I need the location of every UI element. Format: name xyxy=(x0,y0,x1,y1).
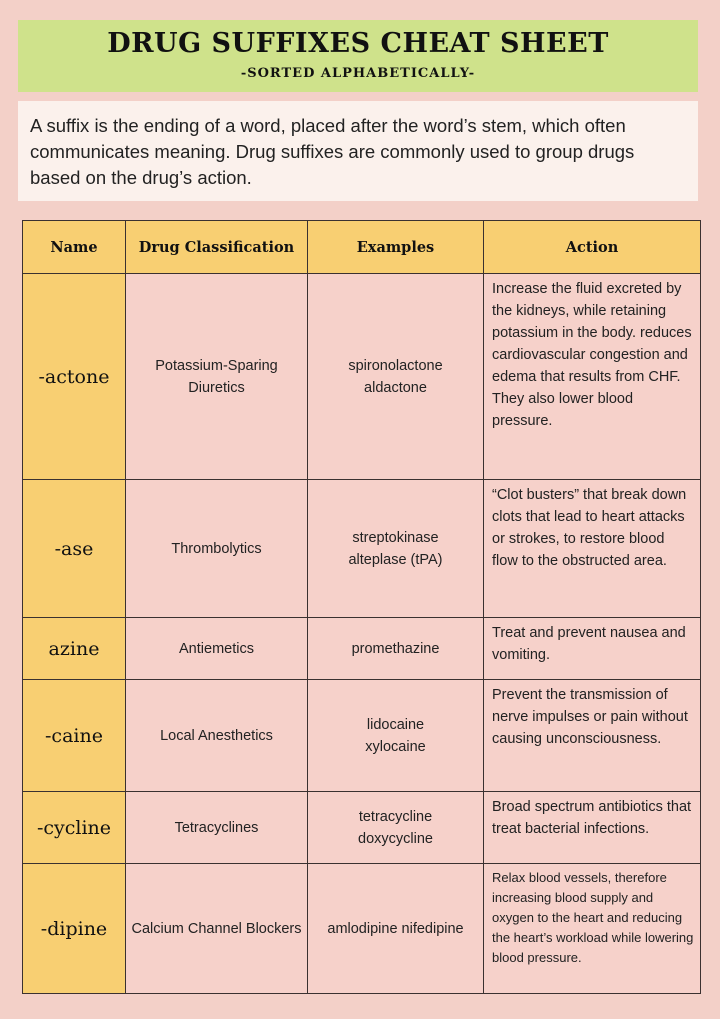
drug-classification: Thrombolytics xyxy=(126,480,308,618)
action-description: Treat and prevent nausea and vomiting. xyxy=(484,618,701,680)
example-item: alteplase (tPA) xyxy=(348,551,443,568)
action-description: “Clot busters” that break down clots that lead to heart attacks or strokes, to restore blood flow to the obstructed area. xyxy=(484,480,701,618)
examples-cell xyxy=(308,680,484,792)
suffix-name: -actone xyxy=(23,274,126,480)
drug-suffix-table xyxy=(22,220,701,994)
drug-classification: Local Anesthetics xyxy=(126,680,308,792)
page-subtitle: -SORTED ALPHABETICALLY- xyxy=(240,66,476,81)
example-item: promethazine xyxy=(351,640,440,657)
table-row xyxy=(23,680,701,792)
table-row xyxy=(23,864,701,994)
suffix-name: -dipine xyxy=(23,864,126,994)
suffix-name: azine xyxy=(23,618,126,680)
action-description: Broad spectrum antibiotics that treat bacterial infections. xyxy=(484,792,701,864)
table-row xyxy=(23,792,701,864)
examples-cell xyxy=(308,864,484,994)
table-row xyxy=(23,618,701,680)
suffix-name: -caine xyxy=(23,680,126,792)
example-item: lidocaine xyxy=(366,716,425,733)
drug-classification: Potassium-Sparing Diuretics xyxy=(126,274,308,480)
drug-classification: Tetracyclines xyxy=(126,792,308,864)
example-item: doxycycline xyxy=(358,830,433,847)
example-item: tetracycline xyxy=(358,808,433,825)
action-description: Relax blood vessels, therefore increasing blood supply and oxygen to the heart and reducing the heart’s workload while lowering blood pressure. xyxy=(484,864,701,994)
table-row xyxy=(23,274,701,480)
column-header-action: Action xyxy=(484,221,701,274)
column-header-examples: Examples xyxy=(308,221,484,274)
suffix-name: -cycline xyxy=(23,792,126,864)
example-item: spironolactone xyxy=(348,357,443,374)
column-header-classification: Drug Classification xyxy=(126,221,308,274)
action-description: Prevent the transmission of nerve impulses or pain without causing unconsciousness. xyxy=(484,680,701,792)
table-row xyxy=(23,480,701,618)
page-title: DRUG SUFFIXES CHEAT SHEET xyxy=(107,28,609,59)
examples-cell xyxy=(308,792,484,864)
intro-paragraph: A suffix is the ending of a word, placed after the word’s stem, which often communicates meaning. Drug suffixes are commonly used to group drugs based on the drug’s action. xyxy=(18,101,698,201)
table-header-row xyxy=(23,221,701,274)
example-item: streptokinase xyxy=(352,529,439,546)
example-item: amlodipine nifedipine xyxy=(327,920,464,937)
examples-cell xyxy=(308,618,484,680)
suffix-name: -ase xyxy=(23,480,126,618)
drug-classification: Antiemetics xyxy=(126,618,308,680)
action-description: Increase the fluid excreted by the kidneys, while retaining potassium in the body. reduces cardiovascular congestion and edema that results from CHF. They also lower blood pressure. xyxy=(484,274,701,480)
examples-cell xyxy=(308,480,484,618)
example-item: aldactone xyxy=(364,379,427,396)
examples-cell xyxy=(308,274,484,480)
title-banner xyxy=(18,20,698,92)
example-item: xylocaine xyxy=(365,738,426,755)
drug-classification: Calcium Channel Blockers xyxy=(126,864,308,994)
column-header-name: Name xyxy=(23,221,126,274)
